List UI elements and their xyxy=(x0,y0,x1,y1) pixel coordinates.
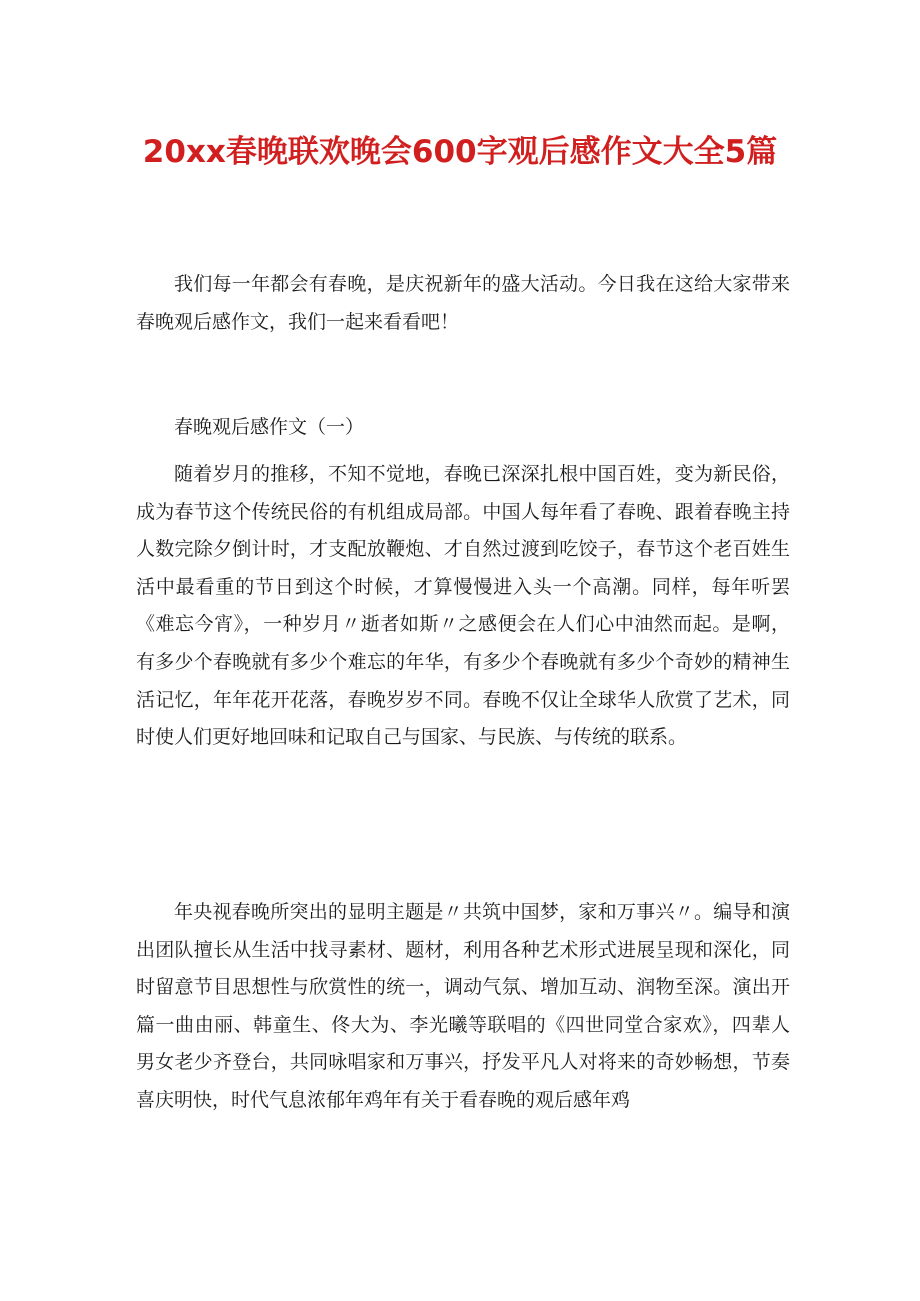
intro-paragraph: 我们每一年都会有春晚，是庆祝新年的盛大活动。今日我在这给大家带来春晚观后感作文，我们一起来看看吧！ xyxy=(136,273,790,333)
body-paragraph-2: 年央视春晚所突出的显明主题是〃共筑中国梦，家和万事兴〃。编导和演出团队擅长从生活中找寻素材、题材，利用各种艺术形式进展呈现和深化，同时留意节目思想性与欣赏性的统一，调动气氛、增加互动、润物至深。演出开篇一曲由丽、韩童生、佟大为、李光曦等联唱的《四世同堂合家欢》，四辈人男女老少齐登台，共同咏唱家和万事兴，抒发平凡人对将来的奇妙畅想，节奏喜庆明快，时代气息浓郁年鸡年有关于看春晚的观后感年鸡 xyxy=(136,901,790,1111)
document-title: 20xx春晚联欢晚会600字观后感作文大全5篇 xyxy=(142,134,778,170)
section-heading: 春晚观后感作文（一） xyxy=(174,416,365,438)
body-paragraph-1: 随着岁月的推移，不知不觉地，春晚已深深扎根中国百姓，变为新民俗，成为春节这个传统民俗的有机组成局部。中国人每年看了春晚、跟着春晚主持人数完除夕倒计时，才支配放鞭炮、才自然过渡到吃饺子，春节这个老百姓生活中最看重的节日到这个时候，才算慢慢进入头一个高潮。同样，每年听罢《难忘今宵》，一种岁月〃逝者如斯〃之感便会在人们心中油然而起。是啊，有多少个春晚就有多少个难忘的年华，有多少个春晚就有多少个奇妙的精神生活记忆，年年花开花落，春晚岁岁不同。春晚不仅让全球华人欣赏了艺术，同时使人们更好地回味和记取自己与国家、与民族、与传统的联系。 xyxy=(136,463,790,749)
